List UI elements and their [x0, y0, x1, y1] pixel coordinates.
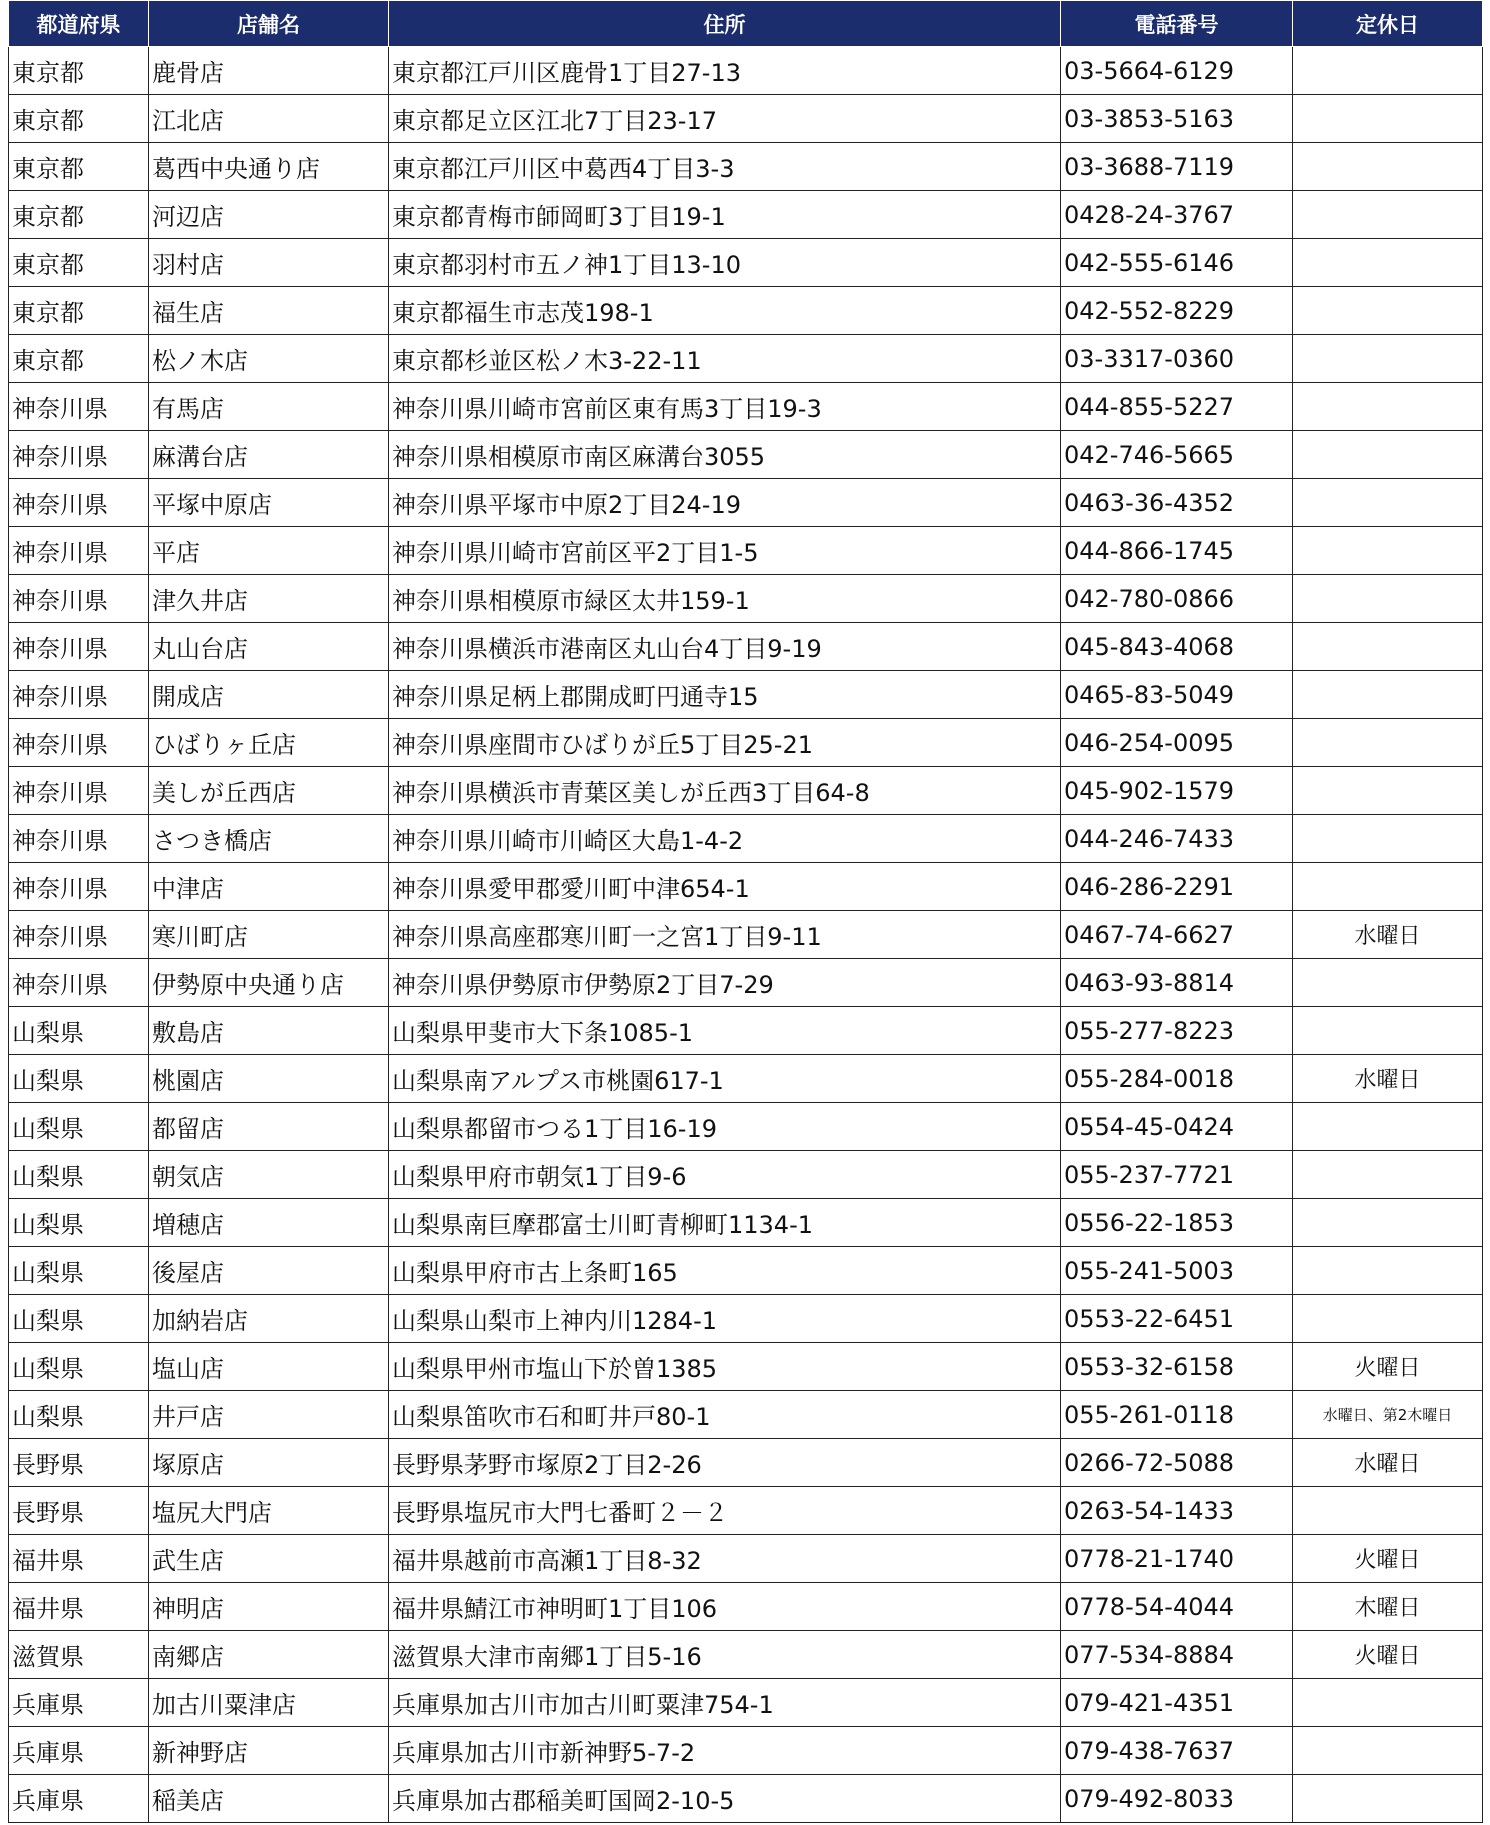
table-row — [9, 1103, 1483, 1151]
phone-cell: 0778-54-4044 — [1061, 1583, 1293, 1631]
address-cell: 兵庫県加古川市加古川町粟津754-1 — [389, 1679, 1061, 1727]
store-name-cell: 井戸店 — [149, 1391, 389, 1439]
closed-day-cell — [1293, 1679, 1483, 1727]
address-cell: 神奈川県横浜市港南区丸山台4丁目9-19 — [389, 623, 1061, 671]
table-row — [9, 1583, 1483, 1631]
table-row — [9, 911, 1483, 959]
table-row — [9, 383, 1483, 431]
prefecture-cell: 神奈川県 — [9, 575, 149, 623]
header-address: 住所 — [389, 1, 1061, 47]
phone-cell: 046-286-2291 — [1061, 863, 1293, 911]
phone-cell: 0467-74-6627 — [1061, 911, 1293, 959]
address-cell: 山梨県南巨摩郡富士川町青柳町1134-1 — [389, 1199, 1061, 1247]
phone-cell: 03-3317-0360 — [1061, 335, 1293, 383]
closed-day-cell — [1293, 239, 1483, 287]
table-row — [9, 1727, 1483, 1775]
phone-cell: 044-855-5227 — [1061, 383, 1293, 431]
phone-cell: 042-555-6146 — [1061, 239, 1293, 287]
closed-day-cell: 木曜日 — [1293, 1583, 1483, 1631]
address-cell: 東京都足立区江北7丁目23-17 — [389, 95, 1061, 143]
prefecture-cell: 東京都 — [9, 335, 149, 383]
table-row — [9, 815, 1483, 863]
header-closed-day: 定休日 — [1293, 1, 1483, 47]
address-cell: 山梨県甲州市塩山下於曽1385 — [389, 1343, 1061, 1391]
closed-day-cell — [1293, 1007, 1483, 1055]
phone-cell: 03-3853-5163 — [1061, 95, 1293, 143]
table-row — [9, 623, 1483, 671]
phone-cell: 0266-72-5088 — [1061, 1439, 1293, 1487]
address-cell: 山梨県甲府市古上条町165 — [389, 1247, 1061, 1295]
closed-day-cell — [1293, 1295, 1483, 1343]
address-cell: 神奈川県足柄上郡開成町円通寺15 — [389, 671, 1061, 719]
prefecture-cell: 滋賀県 — [9, 1631, 149, 1679]
closed-day-cell — [1293, 1151, 1483, 1199]
phone-cell: 0463-93-8814 — [1061, 959, 1293, 1007]
closed-day-cell — [1293, 623, 1483, 671]
address-cell: 神奈川県伊勢原市伊勢原2丁目7-29 — [389, 959, 1061, 1007]
closed-day-cell — [1293, 383, 1483, 431]
phone-cell: 079-492-8033 — [1061, 1775, 1293, 1823]
store-name-cell: 塩尻大門店 — [149, 1487, 389, 1535]
closed-day-cell: 火曜日 — [1293, 1631, 1483, 1679]
prefecture-cell: 山梨県 — [9, 1151, 149, 1199]
table-row — [9, 1199, 1483, 1247]
store-name-cell: 新神野店 — [149, 1727, 389, 1775]
prefecture-cell: 山梨県 — [9, 1103, 149, 1151]
table-row — [9, 767, 1483, 815]
table-row — [9, 479, 1483, 527]
address-cell: 兵庫県加古川市新神野5-7-2 — [389, 1727, 1061, 1775]
closed-day-cell — [1293, 959, 1483, 1007]
address-cell: 神奈川県愛甲郡愛川町中津654-1 — [389, 863, 1061, 911]
closed-day-cell — [1293, 143, 1483, 191]
store-name-cell: 麻溝台店 — [149, 431, 389, 479]
address-cell: 東京都杉並区松ノ木3-22-11 — [389, 335, 1061, 383]
store-name-cell: 丸山台店 — [149, 623, 389, 671]
phone-cell: 0778-21-1740 — [1061, 1535, 1293, 1583]
closed-day-cell — [1293, 575, 1483, 623]
closed-day-cell — [1293, 671, 1483, 719]
closed-day-cell — [1293, 719, 1483, 767]
closed-day-cell — [1293, 479, 1483, 527]
table-row — [9, 1295, 1483, 1343]
phone-cell: 046-254-0095 — [1061, 719, 1293, 767]
closed-day-cell — [1293, 191, 1483, 239]
phone-cell: 0556-22-1853 — [1061, 1199, 1293, 1247]
closed-day-cell: 火曜日 — [1293, 1535, 1483, 1583]
address-cell: 神奈川県高座郡寒川町一之宮1丁目9-11 — [389, 911, 1061, 959]
phone-cell: 055-261-0118 — [1061, 1391, 1293, 1439]
closed-day-cell — [1293, 1487, 1483, 1535]
prefecture-cell: 東京都 — [9, 191, 149, 239]
table-row — [9, 95, 1483, 143]
closed-day-cell — [1293, 1727, 1483, 1775]
prefecture-cell: 兵庫県 — [9, 1727, 149, 1775]
phone-cell: 0554-45-0424 — [1061, 1103, 1293, 1151]
prefecture-cell: 神奈川県 — [9, 959, 149, 1007]
table-row — [9, 527, 1483, 575]
prefecture-cell: 神奈川県 — [9, 671, 149, 719]
store-name-cell: 稲美店 — [149, 1775, 389, 1823]
phone-cell: 079-438-7637 — [1061, 1727, 1293, 1775]
closed-day-cell — [1293, 95, 1483, 143]
address-cell: 東京都羽村市五ノ神1丁目13-10 — [389, 239, 1061, 287]
store-name-cell: 伊勢原中央通り店 — [149, 959, 389, 1007]
prefecture-cell: 神奈川県 — [9, 863, 149, 911]
address-cell: 長野県塩尻市大門七番町２－２ — [389, 1487, 1061, 1535]
address-cell: 福井県越前市高瀬1丁目8-32 — [389, 1535, 1061, 1583]
table-row — [9, 1151, 1483, 1199]
prefecture-cell: 東京都 — [9, 47, 149, 95]
phone-cell: 045-902-1579 — [1061, 767, 1293, 815]
address-cell: 神奈川県横浜市青葉区美しが丘西3丁目64-8 — [389, 767, 1061, 815]
address-cell: 山梨県山梨市上神内川1284-1 — [389, 1295, 1061, 1343]
prefecture-cell: 神奈川県 — [9, 383, 149, 431]
prefecture-cell: 山梨県 — [9, 1199, 149, 1247]
table-row — [9, 1631, 1483, 1679]
address-cell: 東京都江戸川区中葛西4丁目3-3 — [389, 143, 1061, 191]
table-row — [9, 239, 1483, 287]
table-row — [9, 1679, 1483, 1727]
store-name-cell: 中津店 — [149, 863, 389, 911]
table-row — [9, 431, 1483, 479]
prefecture-cell: 神奈川県 — [9, 767, 149, 815]
closed-day-cell: 火曜日 — [1293, 1343, 1483, 1391]
phone-cell: 055-277-8223 — [1061, 1007, 1293, 1055]
store-name-cell: 福生店 — [149, 287, 389, 335]
phone-cell: 0428-24-3767 — [1061, 191, 1293, 239]
store-name-cell: 江北店 — [149, 95, 389, 143]
prefecture-cell: 長野県 — [9, 1487, 149, 1535]
prefecture-cell: 神奈川県 — [9, 815, 149, 863]
table-row — [9, 1007, 1483, 1055]
table-row — [9, 143, 1483, 191]
store-name-cell: 都留店 — [149, 1103, 389, 1151]
closed-day-cell — [1293, 287, 1483, 335]
closed-day-cell — [1293, 767, 1483, 815]
address-cell: 長野県茅野市塚原2丁目2-26 — [389, 1439, 1061, 1487]
address-cell: 滋賀県大津市南郷1丁目5-16 — [389, 1631, 1061, 1679]
store-name-cell: 敷島店 — [149, 1007, 389, 1055]
store-name-cell: 塚原店 — [149, 1439, 389, 1487]
phone-cell: 0553-32-6158 — [1061, 1343, 1293, 1391]
store-name-cell: 鹿骨店 — [149, 47, 389, 95]
header-store-name: 店舗名 — [149, 1, 389, 47]
address-cell: 山梨県南アルプス市桃園617-1 — [389, 1055, 1061, 1103]
table-row — [9, 47, 1483, 95]
address-cell: 神奈川県座間市ひばりが丘5丁目25-21 — [389, 719, 1061, 767]
header-row — [9, 1, 1483, 47]
prefecture-cell: 東京都 — [9, 143, 149, 191]
store-name-cell: ひばりヶ丘店 — [149, 719, 389, 767]
store-name-cell: 羽村店 — [149, 239, 389, 287]
store-name-cell: 神明店 — [149, 1583, 389, 1631]
table-row — [9, 575, 1483, 623]
table-row — [9, 1487, 1483, 1535]
closed-day-cell: 水曜日 — [1293, 1055, 1483, 1103]
prefecture-cell: 兵庫県 — [9, 1679, 149, 1727]
phone-cell: 042-746-5665 — [1061, 431, 1293, 479]
store-name-cell: 増穂店 — [149, 1199, 389, 1247]
prefecture-cell: 東京都 — [9, 239, 149, 287]
address-cell: 東京都江戸川区鹿骨1丁目27-13 — [389, 47, 1061, 95]
phone-cell: 0463-36-4352 — [1061, 479, 1293, 527]
closed-day-cell — [1293, 863, 1483, 911]
prefecture-cell: 神奈川県 — [9, 719, 149, 767]
store-name-cell: 南郷店 — [149, 1631, 389, 1679]
closed-day-cell: 水曜日 — [1293, 911, 1483, 959]
prefecture-cell: 神奈川県 — [9, 911, 149, 959]
prefecture-cell: 山梨県 — [9, 1055, 149, 1103]
header-phone: 電話番号 — [1061, 1, 1293, 47]
table-row — [9, 1391, 1483, 1439]
phone-cell: 055-284-0018 — [1061, 1055, 1293, 1103]
table-row — [9, 1439, 1483, 1487]
address-cell: 山梨県笛吹市石和町井戸80-1 — [389, 1391, 1061, 1439]
closed-day-cell — [1293, 335, 1483, 383]
store-name-cell: 松ノ木店 — [149, 335, 389, 383]
table-row — [9, 191, 1483, 239]
phone-cell: 055-237-7721 — [1061, 1151, 1293, 1199]
table-body — [9, 47, 1483, 1823]
closed-day-cell — [1293, 1199, 1483, 1247]
store-name-cell: 平店 — [149, 527, 389, 575]
table-row — [9, 1775, 1483, 1823]
phone-cell: 045-843-4068 — [1061, 623, 1293, 671]
address-cell: 山梨県甲府市朝気1丁目9-6 — [389, 1151, 1061, 1199]
closed-day-cell: 水曜日 — [1293, 1439, 1483, 1487]
store-name-cell: 加古川粟津店 — [149, 1679, 389, 1727]
table-row — [9, 719, 1483, 767]
table-row — [9, 287, 1483, 335]
address-cell: 東京都福生市志茂198-1 — [389, 287, 1061, 335]
table-row — [9, 863, 1483, 911]
store-name-cell: 葛西中央通り店 — [149, 143, 389, 191]
prefecture-cell: 山梨県 — [9, 1343, 149, 1391]
table-row — [9, 959, 1483, 1007]
phone-cell: 044-246-7433 — [1061, 815, 1293, 863]
prefecture-cell: 山梨県 — [9, 1007, 149, 1055]
store-name-cell: 平塚中原店 — [149, 479, 389, 527]
table-row — [9, 335, 1483, 383]
store-name-cell: さつき橋店 — [149, 815, 389, 863]
address-cell: 兵庫県加古郡稲美町国岡2-10-5 — [389, 1775, 1061, 1823]
phone-cell: 03-5664-6129 — [1061, 47, 1293, 95]
store-name-cell: 後屋店 — [149, 1247, 389, 1295]
phone-cell: 0263-54-1433 — [1061, 1487, 1293, 1535]
table-row — [9, 1247, 1483, 1295]
table-row — [9, 671, 1483, 719]
store-name-cell: 武生店 — [149, 1535, 389, 1583]
phone-cell: 0553-22-6451 — [1061, 1295, 1293, 1343]
phone-cell: 055-241-5003 — [1061, 1247, 1293, 1295]
prefecture-cell: 神奈川県 — [9, 479, 149, 527]
table-row — [9, 1055, 1483, 1103]
address-cell: 神奈川県相模原市南区麻溝台3055 — [389, 431, 1061, 479]
store-name-cell: 河辺店 — [149, 191, 389, 239]
phone-cell: 079-421-4351 — [1061, 1679, 1293, 1727]
header-prefecture: 都道府県 — [9, 1, 149, 47]
store-name-cell: 美しが丘西店 — [149, 767, 389, 815]
address-cell: 神奈川県川崎市宮前区東有馬3丁目19-3 — [389, 383, 1061, 431]
phone-cell: 042-552-8229 — [1061, 287, 1293, 335]
store-name-cell: 津久井店 — [149, 575, 389, 623]
closed-day-cell — [1293, 527, 1483, 575]
address-cell: 山梨県都留市つる1丁目16-19 — [389, 1103, 1061, 1151]
phone-cell: 0465-83-5049 — [1061, 671, 1293, 719]
closed-day-cell: 水曜日、第2木曜日 — [1293, 1391, 1483, 1439]
phone-cell: 042-780-0866 — [1061, 575, 1293, 623]
store-name-cell: 桃園店 — [149, 1055, 389, 1103]
closed-day-cell — [1293, 47, 1483, 95]
table-row — [9, 1535, 1483, 1583]
prefecture-cell: 福井県 — [9, 1535, 149, 1583]
store-name-cell: 朝気店 — [149, 1151, 389, 1199]
prefecture-cell: 東京都 — [9, 287, 149, 335]
store-table — [8, 0, 1483, 1823]
prefecture-cell: 神奈川県 — [9, 431, 149, 479]
prefecture-cell: 山梨県 — [9, 1295, 149, 1343]
prefecture-cell: 福井県 — [9, 1583, 149, 1631]
address-cell: 神奈川県川崎市宮前区平2丁目1-5 — [389, 527, 1061, 575]
store-name-cell: 加納岩店 — [149, 1295, 389, 1343]
store-name-cell: 有馬店 — [149, 383, 389, 431]
phone-cell: 044-866-1745 — [1061, 527, 1293, 575]
address-cell: 神奈川県川崎市川崎区大島1-4-2 — [389, 815, 1061, 863]
address-cell: 山梨県甲斐市大下条1085-1 — [389, 1007, 1061, 1055]
phone-cell: 03-3688-7119 — [1061, 143, 1293, 191]
address-cell: 神奈川県平塚市中原2丁目24-19 — [389, 479, 1061, 527]
prefecture-cell: 兵庫県 — [9, 1775, 149, 1823]
store-name-cell: 塩山店 — [149, 1343, 389, 1391]
closed-day-cell — [1293, 431, 1483, 479]
prefecture-cell: 山梨県 — [9, 1247, 149, 1295]
address-cell: 福井県鯖江市神明町1丁目106 — [389, 1583, 1061, 1631]
address-cell: 東京都青梅市師岡町3丁目19-1 — [389, 191, 1061, 239]
closed-day-cell — [1293, 1775, 1483, 1823]
store-name-cell: 寒川町店 — [149, 911, 389, 959]
address-cell: 神奈川県相模原市緑区太井159-1 — [389, 575, 1061, 623]
prefecture-cell: 神奈川県 — [9, 527, 149, 575]
closed-day-cell — [1293, 1103, 1483, 1151]
prefecture-cell: 長野県 — [9, 1439, 149, 1487]
table-row — [9, 1343, 1483, 1391]
phone-cell: 077-534-8884 — [1061, 1631, 1293, 1679]
prefecture-cell: 神奈川県 — [9, 623, 149, 671]
store-name-cell: 開成店 — [149, 671, 389, 719]
closed-day-cell — [1293, 1247, 1483, 1295]
prefecture-cell: 東京都 — [9, 95, 149, 143]
closed-day-cell — [1293, 815, 1483, 863]
prefecture-cell: 山梨県 — [9, 1391, 149, 1439]
